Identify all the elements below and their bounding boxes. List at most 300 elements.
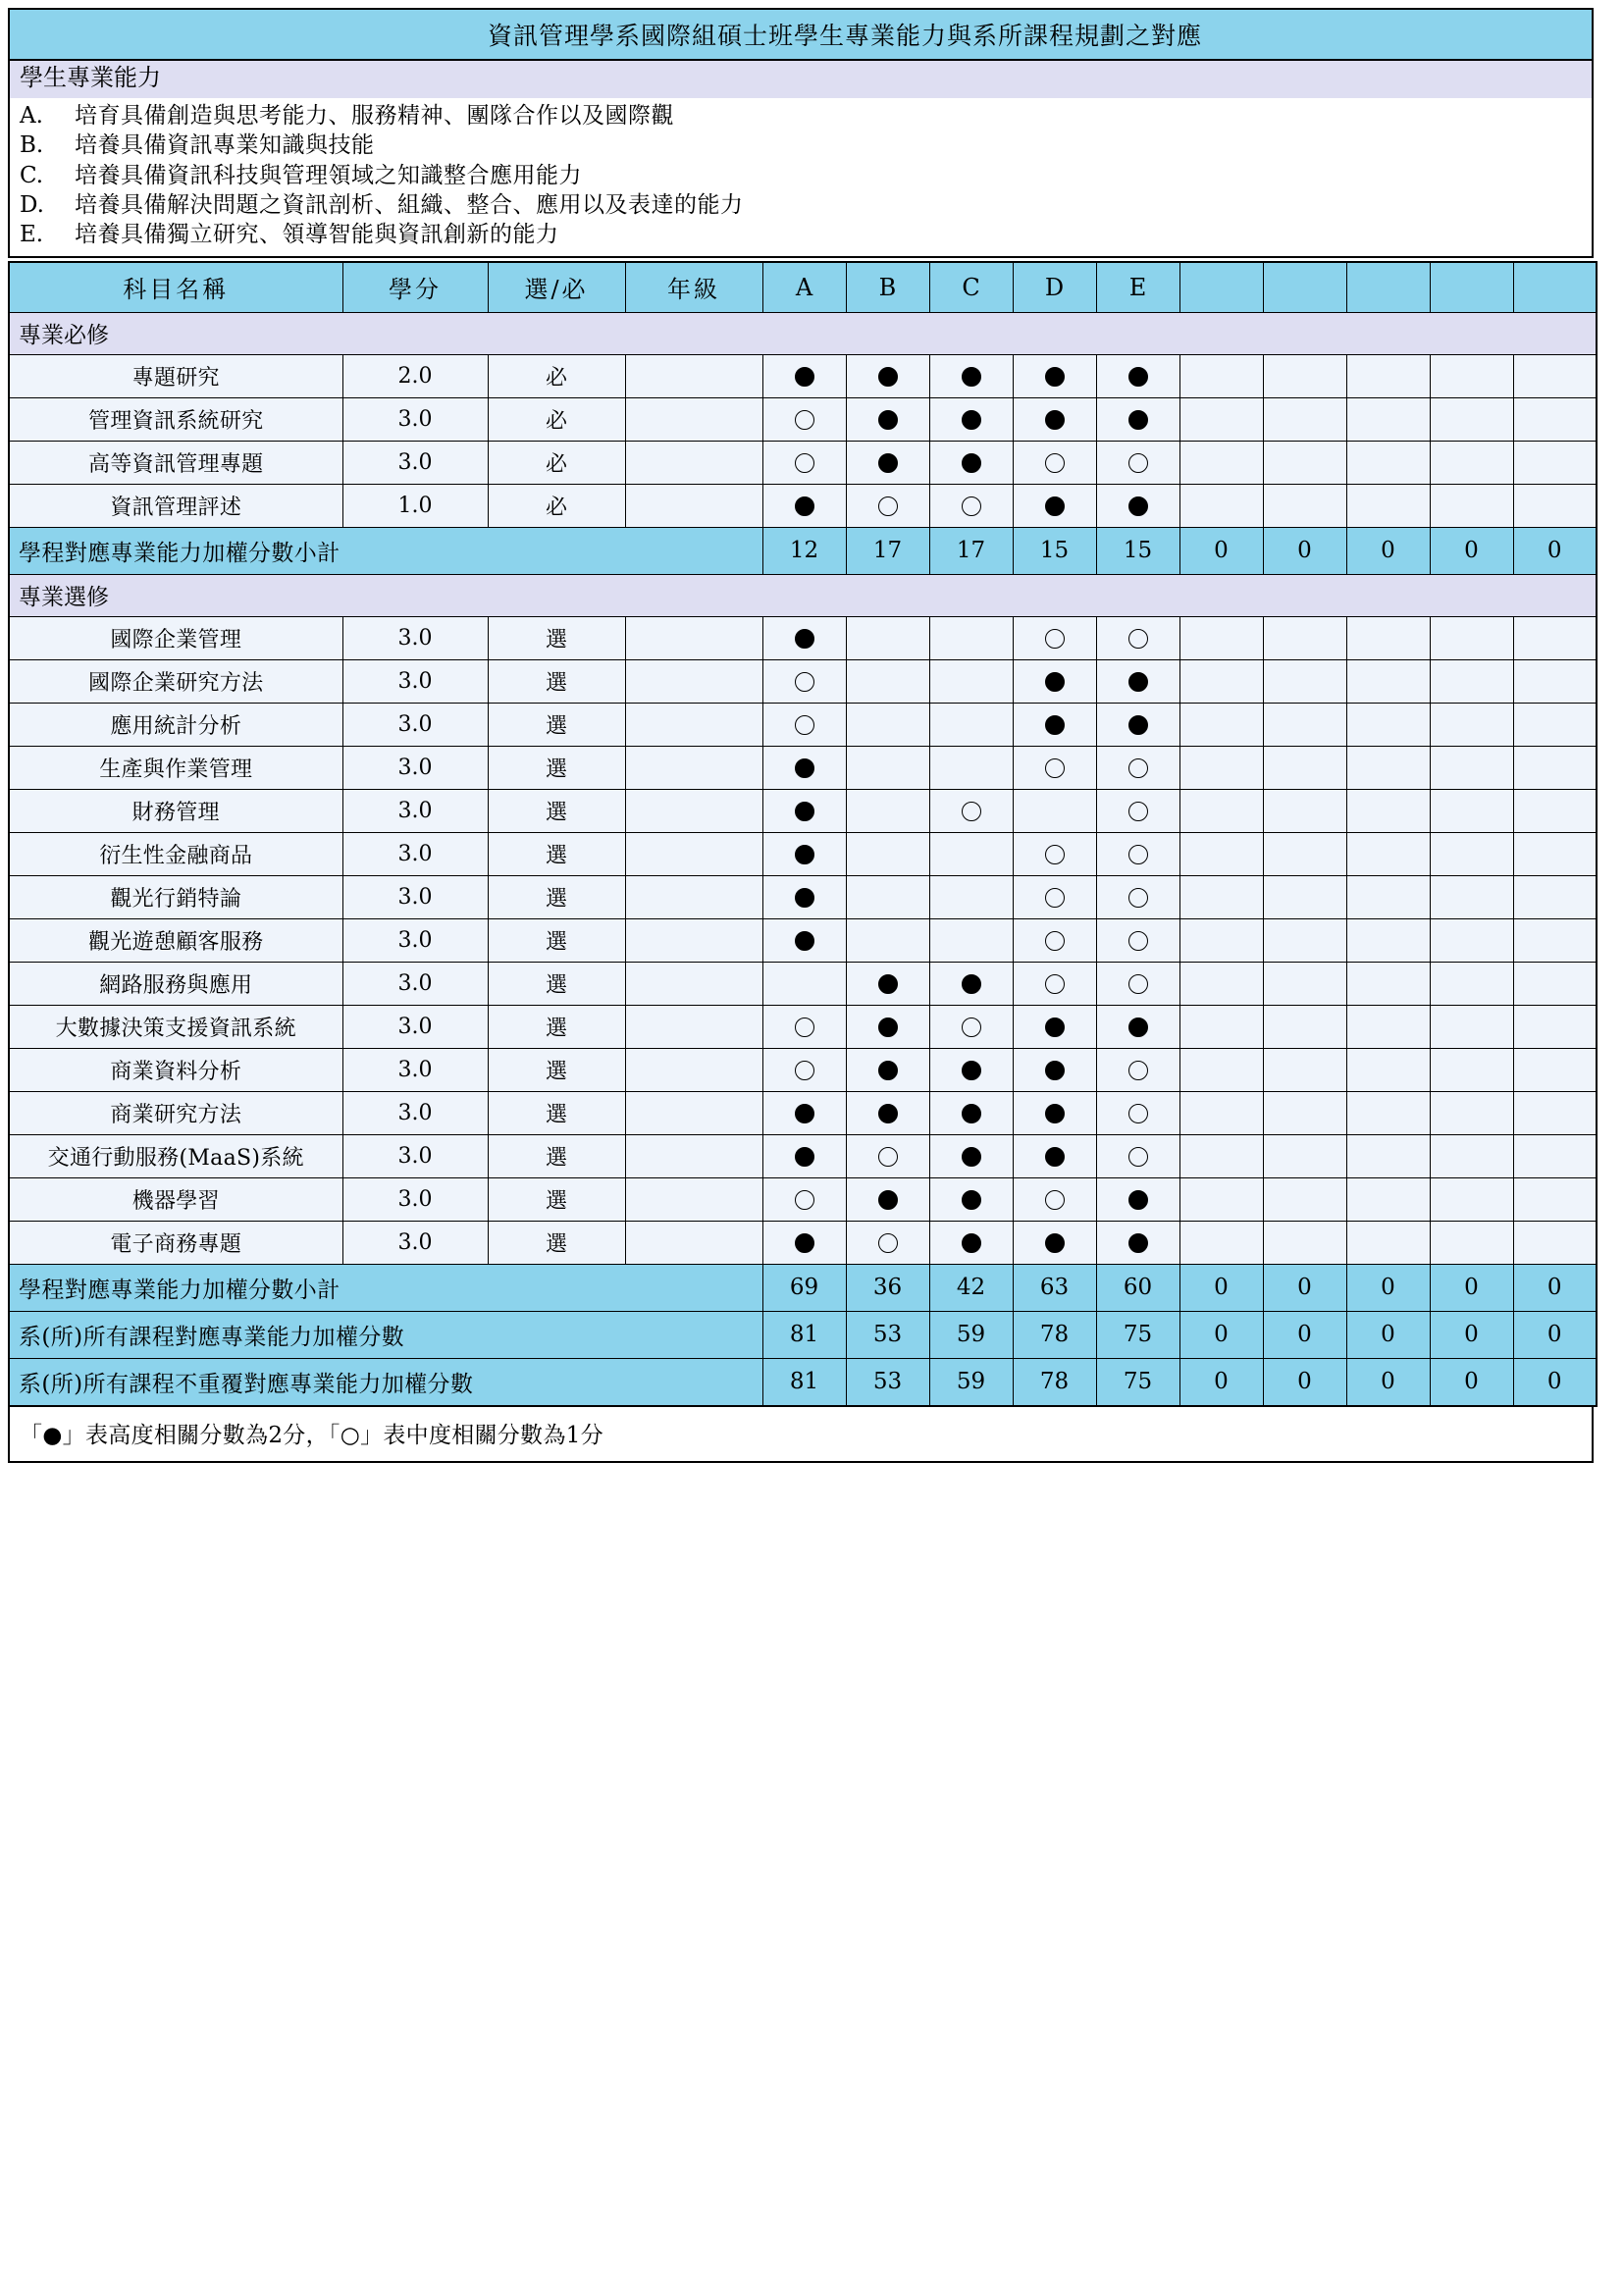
course-name: 國際企業研究方法 — [9, 659, 342, 703]
subtotal-value: 0 — [1430, 1264, 1513, 1311]
total-value: 0 — [1513, 1311, 1597, 1358]
mark-cell — [1013, 1221, 1096, 1264]
mark-cell — [1096, 703, 1179, 746]
column-header-ability-C: C — [929, 262, 1013, 313]
section-label: 專業選修 — [9, 574, 1597, 616]
subtotal-label: 學程對應專業能力加權分數小計 — [9, 1264, 762, 1311]
open-circle-icon — [962, 802, 981, 821]
total-value: 75 — [1096, 1311, 1179, 1358]
course-credits: 3.0 — [342, 1091, 488, 1134]
course-type: 必 — [488, 397, 625, 441]
capability-text: 培養具備資訊專業知識與技能 — [75, 132, 375, 159]
filled-circle-icon — [878, 453, 898, 473]
course-type: 選 — [488, 703, 625, 746]
mark-cell — [846, 875, 929, 918]
capability-item — [20, 161, 1582, 190]
total-value: 53 — [846, 1358, 929, 1406]
mark-cell — [1513, 397, 1597, 441]
course-grade — [625, 1177, 762, 1221]
course-type: 選 — [488, 1005, 625, 1048]
mark-cell — [929, 1134, 1013, 1177]
mark-cell — [1346, 354, 1430, 397]
filled-circle-icon — [962, 1104, 981, 1123]
capability-text: 培育具備創造與思考能力、服務精神、團隊合作以及國際觀 — [75, 102, 674, 129]
subtotal-value: 17 — [846, 527, 929, 574]
subtotal-value: 15 — [1096, 527, 1179, 574]
mark-cell — [1263, 354, 1346, 397]
section-header-row — [9, 312, 1597, 354]
mark-cell — [762, 484, 846, 527]
mark-cell — [1430, 354, 1513, 397]
mark-cell — [1013, 746, 1096, 789]
filled-circle-icon — [1128, 367, 1148, 387]
mark-cell — [1346, 1221, 1430, 1264]
course-name: 財務管理 — [9, 789, 342, 832]
course-credits: 3.0 — [342, 1134, 488, 1177]
mark-cell — [1430, 1177, 1513, 1221]
mark-cell — [1346, 659, 1430, 703]
table-row — [9, 484, 1597, 527]
open-circle-icon — [795, 1190, 814, 1210]
mark-cell — [762, 875, 846, 918]
mark-cell — [762, 354, 846, 397]
mark-cell — [1430, 703, 1513, 746]
capability-text: 培養具備資訊科技與管理領域之知識整合應用能力 — [75, 162, 582, 188]
total-value: 81 — [762, 1358, 846, 1406]
capability-text: 培養具備解決問題之資訊剖析、組織、整合、應用以及表達的能力 — [75, 191, 744, 218]
open-circle-icon — [1128, 758, 1148, 778]
course-name: 資訊管理評述 — [9, 484, 342, 527]
subtotal-value: 0 — [1346, 1264, 1430, 1311]
table-row — [9, 1048, 1597, 1091]
filled-circle-icon — [1045, 1147, 1065, 1167]
student-capabilities-box — [8, 61, 1594, 258]
course-credits: 3.0 — [342, 1221, 488, 1264]
course-grade — [625, 832, 762, 875]
open-circle-icon — [795, 453, 814, 473]
mark-cell — [1430, 962, 1513, 1005]
course-grade — [625, 1091, 762, 1134]
mark-cell — [1513, 832, 1597, 875]
open-circle-icon — [962, 1018, 981, 1037]
mark-cell — [1513, 1005, 1597, 1048]
filled-circle-icon — [795, 758, 814, 778]
filled-circle-icon — [878, 974, 898, 994]
filled-circle-icon — [795, 931, 814, 951]
filled-circle-icon — [795, 1233, 814, 1253]
mark-cell — [1513, 962, 1597, 1005]
course-name: 電子商務專題 — [9, 1221, 342, 1264]
course-grade — [625, 1134, 762, 1177]
mark-cell — [1096, 1005, 1179, 1048]
open-circle-icon — [1128, 629, 1148, 649]
mark-cell — [1096, 659, 1179, 703]
filled-circle-icon — [1128, 715, 1148, 735]
total-value: 53 — [846, 1311, 929, 1358]
filled-circle-icon — [962, 1233, 981, 1253]
course-name: 網路服務與應用 — [9, 962, 342, 1005]
open-circle-icon — [1128, 1061, 1148, 1080]
open-circle-icon — [1045, 845, 1065, 864]
mark-cell — [1179, 703, 1263, 746]
mark-cell — [1263, 875, 1346, 918]
filled-circle-icon — [795, 845, 814, 864]
mark-cell — [929, 1048, 1013, 1091]
mark-cell — [929, 962, 1013, 1005]
mark-cell — [1430, 789, 1513, 832]
filled-circle-icon — [1128, 1233, 1148, 1253]
mark-cell — [1430, 1134, 1513, 1177]
table-row — [9, 789, 1597, 832]
filled-circle-icon — [1045, 672, 1065, 692]
mark-cell — [1013, 441, 1096, 484]
mark-cell — [1096, 789, 1179, 832]
mark-cell — [929, 703, 1013, 746]
open-circle-icon — [1128, 1104, 1148, 1123]
mark-cell — [1263, 1177, 1346, 1221]
mark-cell — [1430, 918, 1513, 962]
open-circle-icon — [1045, 758, 1065, 778]
subtotal-value: 12 — [762, 527, 846, 574]
mark-cell — [762, 1005, 846, 1048]
mark-cell — [1013, 659, 1096, 703]
mark-cell — [846, 832, 929, 875]
mark-cell — [1346, 397, 1430, 441]
column-header-ability-blank8 — [1430, 262, 1513, 313]
open-circle-icon — [1045, 974, 1065, 994]
course-type: 選 — [488, 1177, 625, 1221]
mark-cell — [1096, 1091, 1179, 1134]
subtotal-value: 17 — [929, 527, 1013, 574]
filled-circle-icon — [795, 496, 814, 516]
course-credits: 3.0 — [342, 1177, 488, 1221]
total-value: 0 — [1263, 1311, 1346, 1358]
total-value: 0 — [1430, 1358, 1513, 1406]
course-grade — [625, 918, 762, 962]
mark-cell — [1096, 1221, 1179, 1264]
subtotal-label: 學程對應專業能力加權分數小計 — [9, 527, 762, 574]
filled-circle-icon — [1128, 1018, 1148, 1037]
course-grade — [625, 703, 762, 746]
mark-cell — [762, 1221, 846, 1264]
mark-cell — [1346, 832, 1430, 875]
capability-text: 培養具備獨立研究、領導智能與資訊創新的能力 — [75, 222, 559, 248]
mark-cell — [929, 484, 1013, 527]
filled-circle-icon — [878, 1061, 898, 1080]
course-type: 選 — [488, 1048, 625, 1091]
course-type: 選 — [488, 1134, 625, 1177]
filled-circle-icon — [962, 367, 981, 387]
curriculum-mapping-table — [8, 261, 1598, 1407]
mark-cell — [1346, 1091, 1430, 1134]
mark-cell — [1430, 659, 1513, 703]
mark-cell — [1179, 875, 1263, 918]
total-label: 系(所)所有課程不重覆對應專業能力加權分數 — [9, 1358, 762, 1406]
table-header-row — [9, 262, 1597, 313]
mark-cell — [1346, 1005, 1430, 1048]
mark-cell — [1346, 1134, 1430, 1177]
mark-cell — [762, 1091, 846, 1134]
open-circle-icon — [1128, 974, 1148, 994]
course-credits: 3.0 — [342, 1005, 488, 1048]
open-circle-icon — [962, 496, 981, 516]
filled-circle-icon — [1128, 410, 1148, 430]
course-grade — [625, 397, 762, 441]
table-row — [9, 918, 1597, 962]
subtotal-value: 36 — [846, 1264, 929, 1311]
mark-cell — [1096, 1134, 1179, 1177]
mark-cell — [1513, 441, 1597, 484]
open-circle-icon — [1128, 931, 1148, 951]
mark-cell — [1013, 1048, 1096, 1091]
mark-cell — [1096, 832, 1179, 875]
mark-cell — [1013, 397, 1096, 441]
mark-cell — [929, 616, 1013, 659]
mark-cell — [1513, 789, 1597, 832]
mark-cell — [1096, 354, 1179, 397]
column-header-ability-blank9 — [1513, 262, 1597, 313]
mark-cell — [1513, 1221, 1597, 1264]
mark-cell — [1263, 789, 1346, 832]
mark-cell — [846, 962, 929, 1005]
course-name: 交通行動服務(MaaS)系統 — [9, 1134, 342, 1177]
open-circle-icon — [1128, 888, 1148, 908]
course-type: 必 — [488, 484, 625, 527]
filled-circle-icon — [962, 1190, 981, 1210]
mark-cell — [1179, 1005, 1263, 1048]
mark-cell — [762, 441, 846, 484]
section-header-row — [9, 574, 1597, 616]
filled-circle-icon — [1045, 715, 1065, 735]
mark-cell — [1263, 616, 1346, 659]
page-title: 資訊管理學系國際組碩士班學生專業能力與系所課程規劃之對應 — [487, 22, 1202, 50]
course-grade — [625, 484, 762, 527]
course-credits: 3.0 — [342, 441, 488, 484]
mark-cell — [1346, 1177, 1430, 1221]
mark-cell — [1513, 1134, 1597, 1177]
mark-cell — [1263, 918, 1346, 962]
column-header-type: 選/必 — [488, 262, 625, 313]
column-header-ability-blank7 — [1346, 262, 1430, 313]
mark-cell — [929, 918, 1013, 962]
course-type: 選 — [488, 789, 625, 832]
filled-circle-icon — [1128, 1190, 1148, 1210]
mark-cell — [846, 1134, 929, 1177]
table-row — [9, 1091, 1597, 1134]
course-type: 選 — [488, 832, 625, 875]
column-header-credits: 學分 — [342, 262, 488, 313]
mark-cell — [1179, 484, 1263, 527]
mark-cell — [929, 1221, 1013, 1264]
mark-cell — [929, 1177, 1013, 1221]
subtotal-value: 0 — [1430, 527, 1513, 574]
total-value: 0 — [1430, 1311, 1513, 1358]
filled-circle-icon — [962, 974, 981, 994]
total-value: 0 — [1346, 1311, 1430, 1358]
curriculum-mapping-document — [8, 8, 1594, 1463]
course-credits: 3.0 — [342, 616, 488, 659]
mark-cell — [846, 616, 929, 659]
filled-circle-icon — [1128, 496, 1148, 516]
course-grade — [625, 1221, 762, 1264]
course-type: 選 — [488, 962, 625, 1005]
mark-cell — [1346, 746, 1430, 789]
capability-letter: A. — [20, 102, 43, 129]
subtotal-value: 42 — [929, 1264, 1013, 1311]
filled-circle-icon — [1045, 1233, 1065, 1253]
mark-cell — [1179, 1091, 1263, 1134]
filled-circle-icon — [1128, 672, 1148, 692]
mark-cell — [762, 1134, 846, 1177]
mark-cell — [1096, 1048, 1179, 1091]
table-row — [9, 441, 1597, 484]
mark-cell — [1346, 703, 1430, 746]
open-circle-icon — [795, 672, 814, 692]
mark-cell — [929, 875, 1013, 918]
open-circle-icon — [1045, 629, 1065, 649]
total-value: 81 — [762, 1311, 846, 1358]
mark-cell — [1179, 397, 1263, 441]
course-type: 選 — [488, 875, 625, 918]
total-value: 75 — [1096, 1358, 1179, 1406]
mark-cell — [1179, 832, 1263, 875]
subtotal-value: 15 — [1013, 527, 1096, 574]
mark-cell — [762, 1177, 846, 1221]
filled-circle-icon — [795, 888, 814, 908]
mark-cell — [762, 616, 846, 659]
mark-cell — [1179, 1177, 1263, 1221]
mark-cell — [1179, 789, 1263, 832]
mark-cell — [929, 397, 1013, 441]
capability-item — [20, 220, 1582, 249]
open-circle-icon — [1128, 453, 1148, 473]
capability-letter: D. — [20, 191, 44, 218]
course-credits: 3.0 — [342, 832, 488, 875]
filled-circle-icon — [1045, 1061, 1065, 1080]
mark-cell — [1179, 1048, 1263, 1091]
subtotal-value: 0 — [1179, 527, 1263, 574]
mark-cell — [1263, 441, 1346, 484]
column-header-ability-E: E — [1096, 262, 1179, 313]
subtotal-value: 0 — [1346, 527, 1430, 574]
mark-cell — [1263, 962, 1346, 1005]
course-type: 選 — [488, 746, 625, 789]
course-credits: 3.0 — [342, 703, 488, 746]
mark-cell — [1346, 1048, 1430, 1091]
table-row — [9, 875, 1597, 918]
subtotal-value: 0 — [1263, 1264, 1346, 1311]
course-name: 觀光行銷特論 — [9, 875, 342, 918]
total-value: 0 — [1263, 1358, 1346, 1406]
subtotal-row — [9, 527, 1597, 574]
mark-cell — [1013, 1005, 1096, 1048]
subtotal-value: 0 — [1263, 527, 1346, 574]
course-name: 國際企業管理 — [9, 616, 342, 659]
mark-cell — [846, 1221, 929, 1264]
column-header-grade: 年級 — [625, 262, 762, 313]
mark-cell — [846, 354, 929, 397]
table-row — [9, 1005, 1597, 1048]
mark-cell — [1096, 397, 1179, 441]
open-circle-icon — [795, 715, 814, 735]
capability-letter: E. — [20, 222, 44, 248]
mark-cell — [1430, 1091, 1513, 1134]
mark-cell — [1346, 441, 1430, 484]
table-row — [9, 1177, 1597, 1221]
mark-cell — [846, 1005, 929, 1048]
mark-cell — [1430, 832, 1513, 875]
subtotal-value: 0 — [1513, 527, 1597, 574]
mark-cell — [1513, 1091, 1597, 1134]
total-value: 0 — [1179, 1311, 1263, 1358]
filled-circle-icon — [962, 1147, 981, 1167]
mark-cell — [846, 659, 929, 703]
course-grade — [625, 789, 762, 832]
mark-cell — [762, 789, 846, 832]
mark-cell — [1179, 962, 1263, 1005]
mark-cell — [846, 484, 929, 527]
course-grade — [625, 441, 762, 484]
open-circle-icon — [1045, 453, 1065, 473]
course-name: 高等資訊管理專題 — [9, 441, 342, 484]
course-name: 觀光遊憩顧客服務 — [9, 918, 342, 962]
mark-cell — [1013, 484, 1096, 527]
mark-cell — [1263, 397, 1346, 441]
mark-cell — [1513, 354, 1597, 397]
mark-cell — [846, 441, 929, 484]
mark-cell — [1263, 832, 1346, 875]
mark-cell — [1179, 1221, 1263, 1264]
subtotal-row — [9, 1264, 1597, 1311]
course-name: 管理資訊系統研究 — [9, 397, 342, 441]
mark-cell — [762, 703, 846, 746]
mark-cell — [1013, 875, 1096, 918]
open-circle-icon — [1045, 1190, 1065, 1210]
mark-cell — [1013, 1177, 1096, 1221]
mark-cell — [846, 1048, 929, 1091]
table-row — [9, 746, 1597, 789]
course-type: 必 — [488, 354, 625, 397]
capabilities-list — [10, 98, 1592, 256]
mark-cell — [1430, 746, 1513, 789]
filled-circle-icon — [878, 1190, 898, 1210]
course-credits: 3.0 — [342, 789, 488, 832]
open-circle-icon — [795, 1018, 814, 1037]
subtotal-value: 0 — [1179, 1264, 1263, 1311]
mark-cell — [1513, 1177, 1597, 1221]
mark-cell — [1513, 1048, 1597, 1091]
mark-cell — [1263, 484, 1346, 527]
table-row — [9, 659, 1597, 703]
mark-cell — [1179, 441, 1263, 484]
mark-cell — [1179, 746, 1263, 789]
mark-cell — [1013, 789, 1096, 832]
mark-cell — [1513, 659, 1597, 703]
course-credits: 3.0 — [342, 875, 488, 918]
course-grade — [625, 659, 762, 703]
mark-cell — [762, 1048, 846, 1091]
filled-circle-icon — [795, 1147, 814, 1167]
mark-cell — [1263, 659, 1346, 703]
total-label: 系(所)所有課程對應專業能力加權分數 — [9, 1311, 762, 1358]
filled-circle-icon — [795, 629, 814, 649]
mark-cell — [1430, 875, 1513, 918]
mark-cell — [1179, 918, 1263, 962]
column-header-course-name: 科目名稱 — [9, 262, 342, 313]
mark-cell — [1513, 484, 1597, 527]
course-name: 專題研究 — [9, 354, 342, 397]
course-grade — [625, 746, 762, 789]
